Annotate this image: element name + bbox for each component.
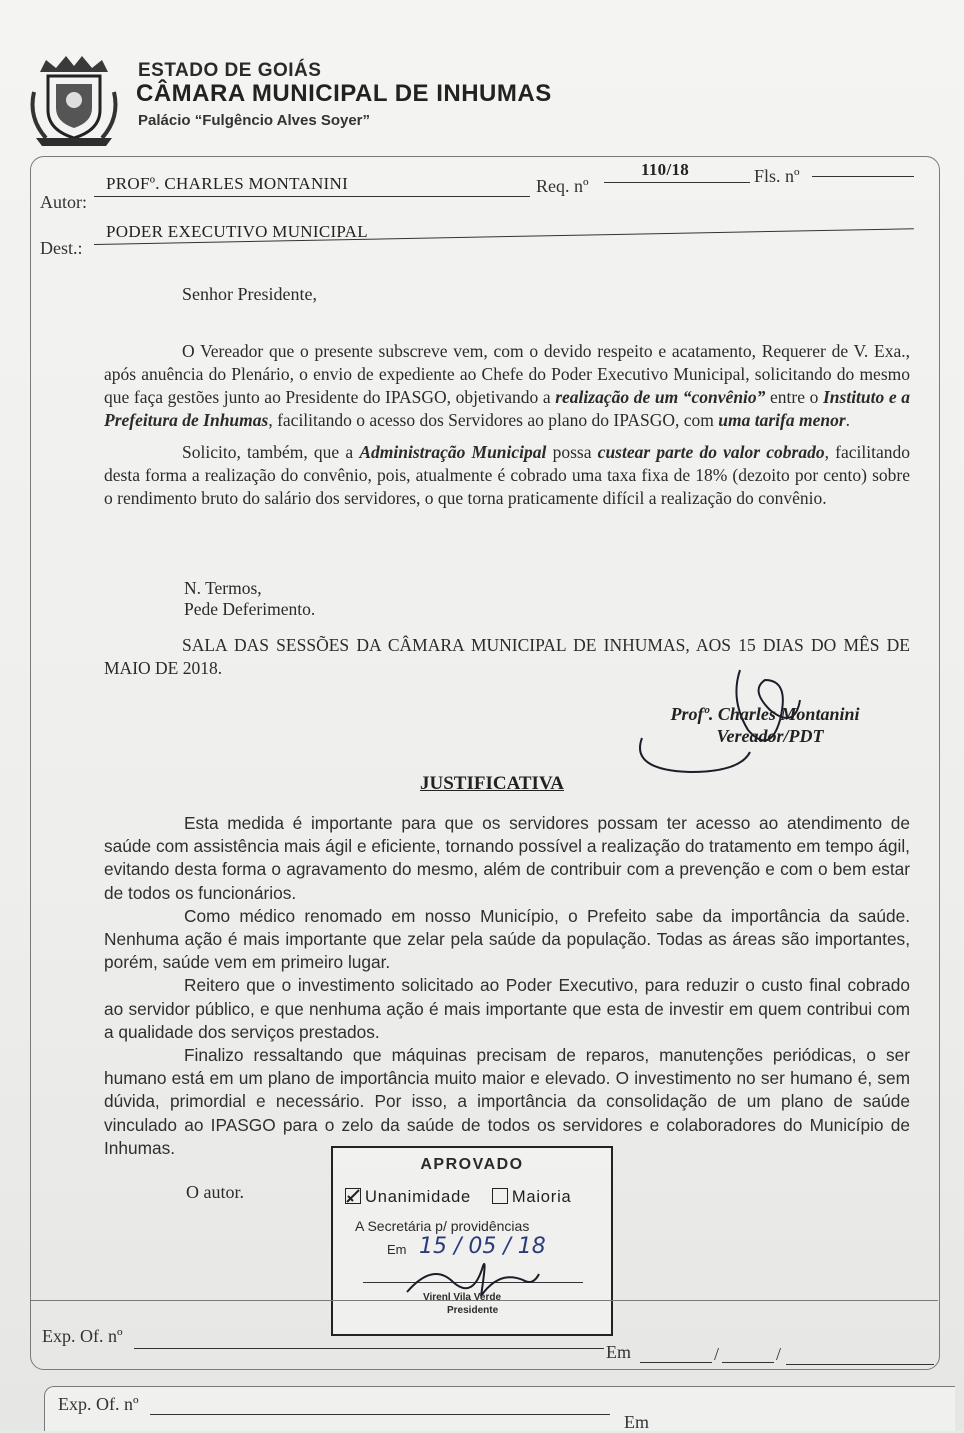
justificativa-paragraph-4: Finalizo ressaltando que máquinas precisam de reparos, manutenções periódicas, o ser humano está em um plano de importância muito maior e elevado. O investimento no ser humano é, sem dúvida, primordial e necessário. Por isso, a importância da consolidação de um plano de saúde vinculado ao IPASGO para o zelo da saúde de todos os servidores e colaboradores do Município de Inhumas.: [104, 1045, 910, 1158]
letter-paragraph-2: Solicito, também, que a Administração Municipal possa custear parte do valor cobrado, facilitando desta forma a realização do convênio, pois, atualmente é cobrado uma taxa fixa de 18% (dezoito por cento) sobre o rendimento bruto do salário dos servidores, o que torna praticamente difícil a realização do convênio.: [104, 442, 911, 508]
justificativa-paragraph-3: Reitero que o investimento solicitado ao Poder Executivo, para reduzir o custo final cobrado ao servidor público, e que nenhuma ação é mais importante que esta de investir em quem contribui com a qualidade dos serviços prestados.: [104, 975, 910, 1042]
closing-termos: N. Termos,: [184, 578, 262, 598]
justificativa-title: JUSTIFICATIVA: [420, 773, 564, 794]
second-exp-label: Exp. Of. nº: [58, 1394, 139, 1414]
signature-name: Profº. Charles Montanini: [670, 704, 860, 724]
sala-sessoes: SALA DAS SESSÕES DA CÂMARA MUNICIPAL DE INHUMAS, AOS 15 DIAS DO MÊS DE MAIO DE 2018.: [104, 635, 910, 678]
dest-value: PODER EXECUTIVO MUNICIPAL: [106, 222, 368, 241]
footer-exp-label: Exp. Of. nº: [42, 1326, 123, 1346]
stamp-signer-role: Presidente: [447, 1305, 499, 1316]
footer-em-label: Em: [606, 1342, 631, 1362]
justificativa-paragraph-1: Esta medida é importante para que os servidores possam ter acesso ao atendimento de saúde com assistência mais ágil e eficiente, tornando possível a realização do tratamento em tempo ágil, evitando desta forma o agravamento do mesmo, além de contribuir com a prevenção e com o bem estar de todos os funcionários.: [104, 813, 910, 903]
letter-body: [104, 340, 910, 510]
fls-label: Fls. nº: [754, 166, 800, 186]
footer-exp-underline: [134, 1348, 604, 1349]
document-page: ESTADO DE GOIÁS CÂMARA MUNICIPAL DE INHUMAS Palácio “Fulgêncio Alves Soyer” Autor: PROFº. CHARLES MONTANINI Req. nº 110/18 Fls. nº Dest.: PODER EXECUTIVO MUNICIPAL Senhor Presidente, O Vereador que o presente subscreve vem, com o devido respeito e acatamento, Requerer de V. Exa., após anuência do Plenário, o envio de expediente ao Chefe do Poder Executivo Municipal, solicitando do mesmo que faça gestões junto ao Presidente do IPASGO, objetivando a realização de um “convênio” entre o Instituto e a Prefeitura de Inhumas, facilitando o acesso dos Servidores ao plano do IPASGO, com uma tarifa menor. Solicito, também, que a Administração Municipal possa custear parte do valor cobrado, facilitando desta forma a realização do convênio, pois, atualmente é cobrado uma taxa fixa de 18% (dezoito por cento) sobre o rendimento bruto do salário dos servidores, o que torna praticamente difícil a realização do convênio. N. Termos, Pede Deferimento. SALA DAS SESSÕES DA CÂMARA MUNICIPAL DE INHUMAS, AOS 15 DIAS DO MÊS DE MAIO DE 2018. Profº. Charles Montanini Vereador/PDT JUSTIFICATIVA Esta medida é importante para que os servidores possam ter acesso ao atendimento de saúde com assistência mais ágil e eficiente, tornando possível a realização do tratamento em tempo ágil, evitando desta forma o agravamento do mesmo, além de contribuir com a prevenção e com o bem estar de todos os funcionários. Como médico renomado em nosso Município, o Prefeito sabe da importância da saúde. Nenhuma ação é mais importante que zelar pela saúde da população. Todas as áreas são importantes, porém, saúde vem em primeiro lugar. Reitero que o investimento solicitado ao Poder Executivo, para reduzir o custo final cobrado ao servidor público, e que nenhuma ação é mais importante que esta de investir em quem contribui com a qualidade dos serviços prestados. Finalizo ressaltando que máquinas precisam de reparos, manutenções periódicas, o ser humano está em um plano de importância muito maior e elevado. O investimento no ser humano é, sem dúvida, primordial e necessário. Por isso, a importância da consolidação de um plano de saúde vinculado ao IPASGO para o zelo da saúde de todos os servidores e colaboradores do Município de Inhumas. O autor. APROVADO Unanimidade Maioria A Secretária p/ providências Em 15 / 05 / 18 Virenl Vila Verde Presidente Exp. Of. nº Em / / Exp. Of. nº Em: [0, 0, 964, 1430]
header-camara: CÂMARA MUNICIPAL DE INHUMAS: [136, 80, 552, 107]
stamp-options: [345, 1188, 572, 1207]
second-sheet: [44, 1386, 955, 1431]
unanimidade-label: Unanimidade: [365, 1188, 472, 1206]
greeting: Senhor Presidente,: [182, 284, 317, 304]
req-value: 110/18: [641, 160, 690, 179]
second-em-label: Em: [624, 1412, 649, 1432]
header-palace: Palácio “Fulgêncio Alves Soyer”: [138, 112, 371, 129]
stamp-title: APROVADO: [420, 1156, 524, 1173]
footer-divider: [30, 1300, 938, 1301]
autor-closing: O autor.: [186, 1182, 244, 1202]
approval-stamp: [331, 1146, 613, 1336]
dest-label: Dest.:: [40, 238, 83, 258]
autor-value: PROFº. CHARLES MONTANINI: [106, 174, 349, 193]
maioria-label: Maioria: [511, 1188, 572, 1206]
municipal-crest-icon: [26, 52, 122, 150]
maioria-checkbox: [492, 1188, 508, 1204]
unanimidade-checkbox: [345, 1188, 361, 1204]
signature-role: Vereador/PDT: [716, 726, 824, 746]
stamp-secretaria: A Secretária p/ providências: [355, 1218, 530, 1234]
footer-year-underline: [786, 1364, 934, 1365]
fls-underline: [812, 176, 914, 177]
req-label: Req. nº: [536, 176, 589, 196]
second-exp-underline: [150, 1414, 610, 1415]
autor-label: Autor:: [40, 192, 87, 212]
justificativa-paragraph-2: Como médico renomado em nosso Município, o Prefeito sabe da importância da saúde. Nenhuma ação é mais importante que zelar pela saúde da população. Todas as áreas são importantes, porém, saúde vem em primeiro lugar.: [104, 905, 910, 973]
closing-deferimento: Pede Deferimento.: [184, 599, 316, 619]
req-underline: [604, 182, 750, 183]
stamp-signer-name: Virenl Vila Verde: [423, 1292, 502, 1303]
justificativa-body: [104, 812, 910, 1160]
footer-day-underline: [640, 1362, 712, 1363]
letter-paragraph-1: O Vereador que o presente subscreve vem, com o devido respeito e acatamento, Requerer de V. Exa., após anuência do Plenário, o envio de expediente ao Chefe do Poder Executivo Municipal, solicitando do mesmo que faça gestões junto ao Presidente do IPASGO, objetivando a realização de um “convênio” entre o Instituto e a Prefeitura de Inhumas, facilitando o acesso dos Servidores ao plano do IPASGO, com uma tarifa menor.: [104, 341, 910, 430]
autor-underline: [94, 196, 530, 197]
footer-month-underline: [722, 1362, 774, 1363]
stamp-em-label: Em: [387, 1242, 407, 1257]
header-state: ESTADO DE GOIÁS: [138, 60, 322, 81]
stamp-date: 15 / 05 / 18: [419, 1234, 546, 1259]
